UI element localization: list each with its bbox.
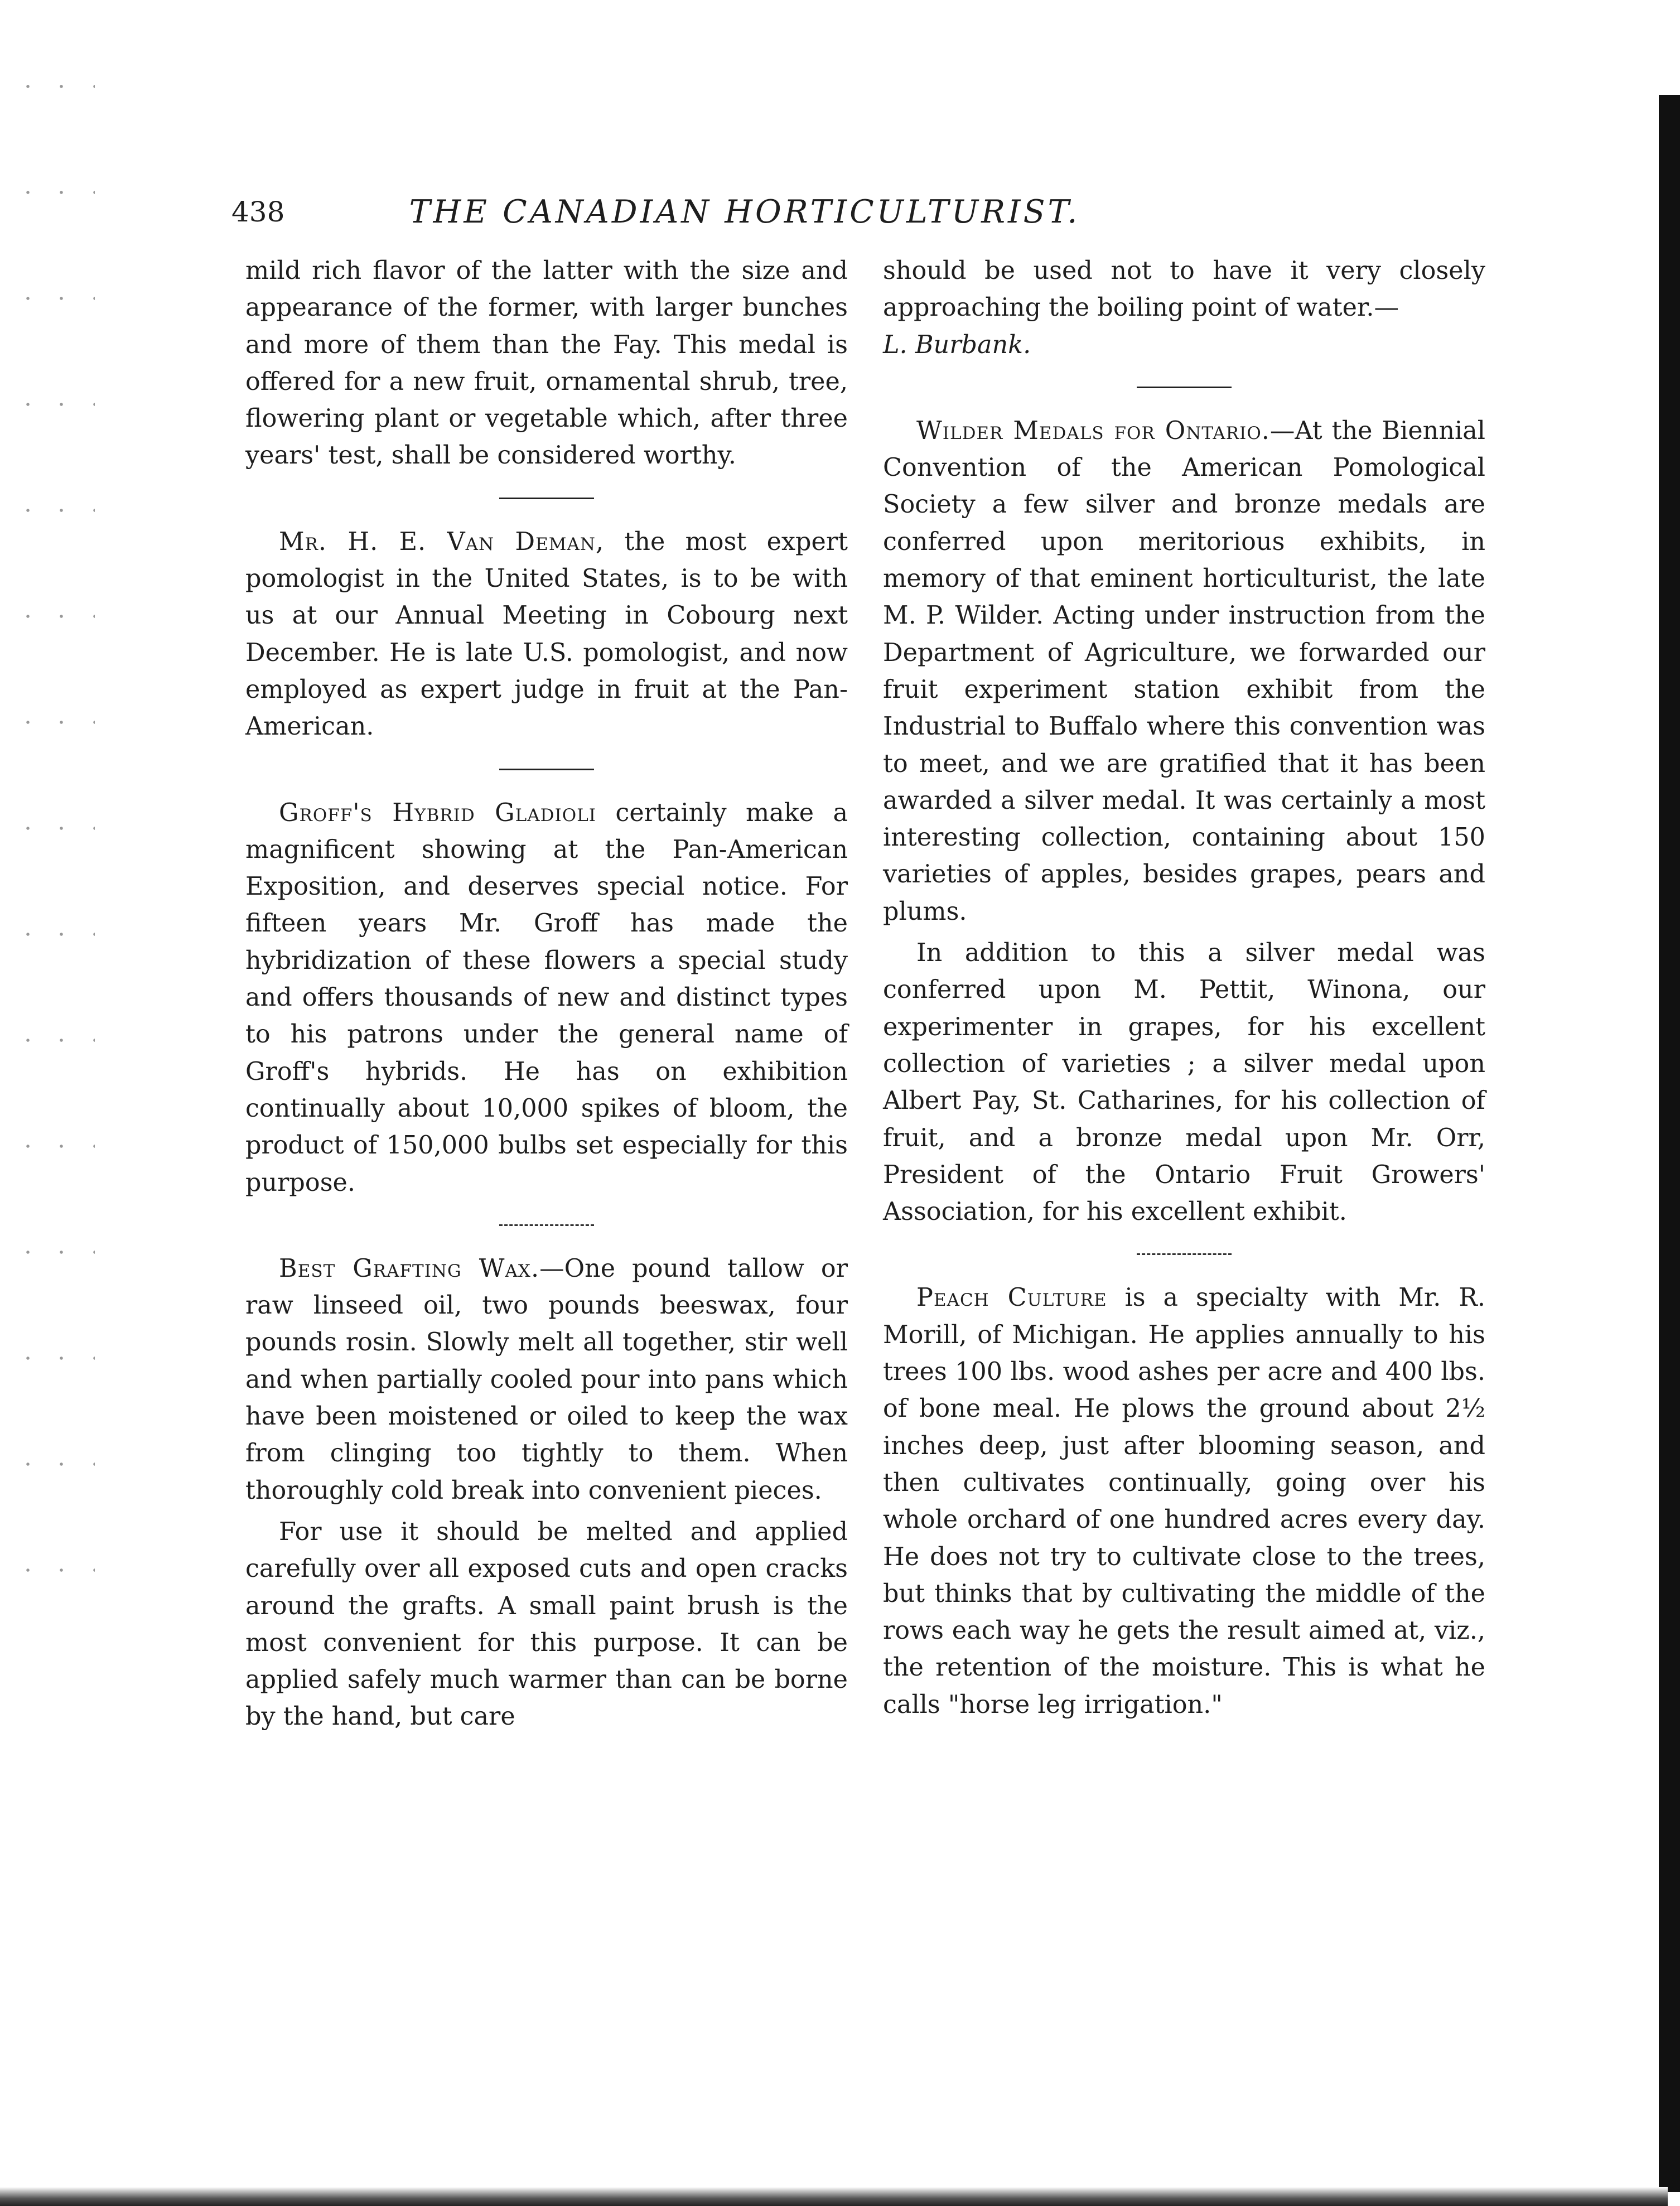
body-groff: certainly make a magnificent showing at the Pan-American Exposition, and deserves special notice. For fifteen years Mr. Groff has made the hybridization of these flowers a special study and offers thousands of new and distinct types to his patrons under the general name of Groff's hybrids. He has on exhibition continually about 10,000 spikes of bloom, the product of 150,000 bulbs set especially for this purpose. (245, 798, 848, 1197)
section-divider (499, 769, 594, 771)
section-divider (1137, 1253, 1232, 1256)
heading-groff: Groff's Hybrid Gladioli (279, 798, 596, 827)
heading-grafting-wax: Best Grafting Wax. (279, 1254, 540, 1283)
body-wilder-medals: —At the Biennial Convention of the American Pomological Society a few silver and bronze medals are conferred upon meritorious exhibits, in memory of that eminent horticulturist, the late M. P. Wilder. Acting under instruction from the Department of Agriculture, we forwarded our fruit experiment station exhibit from the Industrial to Buffalo where this convention was to meet, and we are gratified that it has been awarded a silver medal. It was certainly a most interesting collection, containing about 150 varieties of apples, besides grapes, pears and plums. (883, 416, 1485, 926)
heading-van-deman: Mr. H. E. Van Deman, (279, 527, 605, 556)
body-peach-culture: is a specialty with Mr. R. Morill, of Michigan. He applies annually to his trees 100 lbs. wood ashes per acre and 400 lbs. of bone meal. He plows the ground about 2½ inches deep, just after blooming season, and then cultivates continually, going over his whole orchard of one hundred acres every day. He does not try to cultivate close to the trees, but thinks that by cultivating the middle of the rows each way he gets the result aimed at, viz., the retention of the moisture. This is what he calls "horse leg irrigation." (883, 1283, 1485, 1719)
paragraph-wilder-medals (883, 413, 1485, 930)
paragraph-wax-use: For use it should be melted and applied carefully over all exposed cuts and open cracks around the grafts. A small paint brush is the most convenient for this purpose. It can be applied safely much warmer than can be borne by the hand, but care (245, 1517, 848, 1731)
left-column (245, 253, 848, 1736)
section-divider (499, 498, 594, 500)
signature-burbank: L. Burbank. (883, 330, 1031, 359)
scan-edge-bottom (0, 2187, 1668, 2206)
paragraph-peach-culture (883, 1280, 1485, 1724)
page-header (231, 187, 1185, 237)
heading-wilder-medals: Wilder Medals for Ontario. (916, 416, 1270, 445)
page-number: 438 (231, 196, 285, 228)
paragraph-wax-continuation (883, 253, 1485, 364)
paragraph-groff (245, 795, 848, 1201)
heading-peach-culture: Peach Culture (916, 1283, 1107, 1312)
scan-specks (11, 33, 95, 1595)
paragraph-van-deman (245, 524, 848, 746)
running-title: THE CANADIAN HORTICULTURIST. (409, 194, 1080, 230)
paragraph-medal-continuation: mild rich flavor of the latter with the size and appearance of the former, with larger bunches and more of them than the Fay. This medal is offered for a new fruit, ornamental shrub, tree, flowering plant or vegetable which, after three years' test, shall be considered worthy. (245, 257, 848, 470)
scan-edge-right (1659, 95, 1680, 2192)
right-column (883, 253, 1485, 1724)
body-van-deman: the most expert pomologist in the United States, is to be with us at our Annual Meeting in Cobourg next December. He is late U.S. pomologist, and now employed as expert judge in fruit at the Pan-American. (245, 527, 848, 741)
body-grafting-wax: —One pound tallow or raw linseed oil, two pounds beeswax, four pounds rosin. Slowly melt all together, stir well and when partially cooled pour into pans which have been moistened or oiled to keep the wax from clinging too tightly to them. When thoroughly cold break into convenient pieces. (245, 1254, 848, 1505)
section-divider (499, 1224, 594, 1227)
paragraph-grafting-wax (245, 1251, 848, 1509)
paragraph-additional-medals: In addition to this a silver medal was conferred upon M. Pettit, Winona, our experimenter in grapes, for his excellent collection of varieties ; a silver medal upon Albert Pay, St. Catharines, for his collection of fruit, and a bronze medal upon Mr. Orr, President of the Ontario Fruit Growers' Association, for his excellent exhibit. (883, 939, 1485, 1227)
section-divider (1137, 387, 1232, 389)
body-wax-continuation: should be used not to have it very closely approaching the boiling point of water.— (883, 257, 1485, 322)
